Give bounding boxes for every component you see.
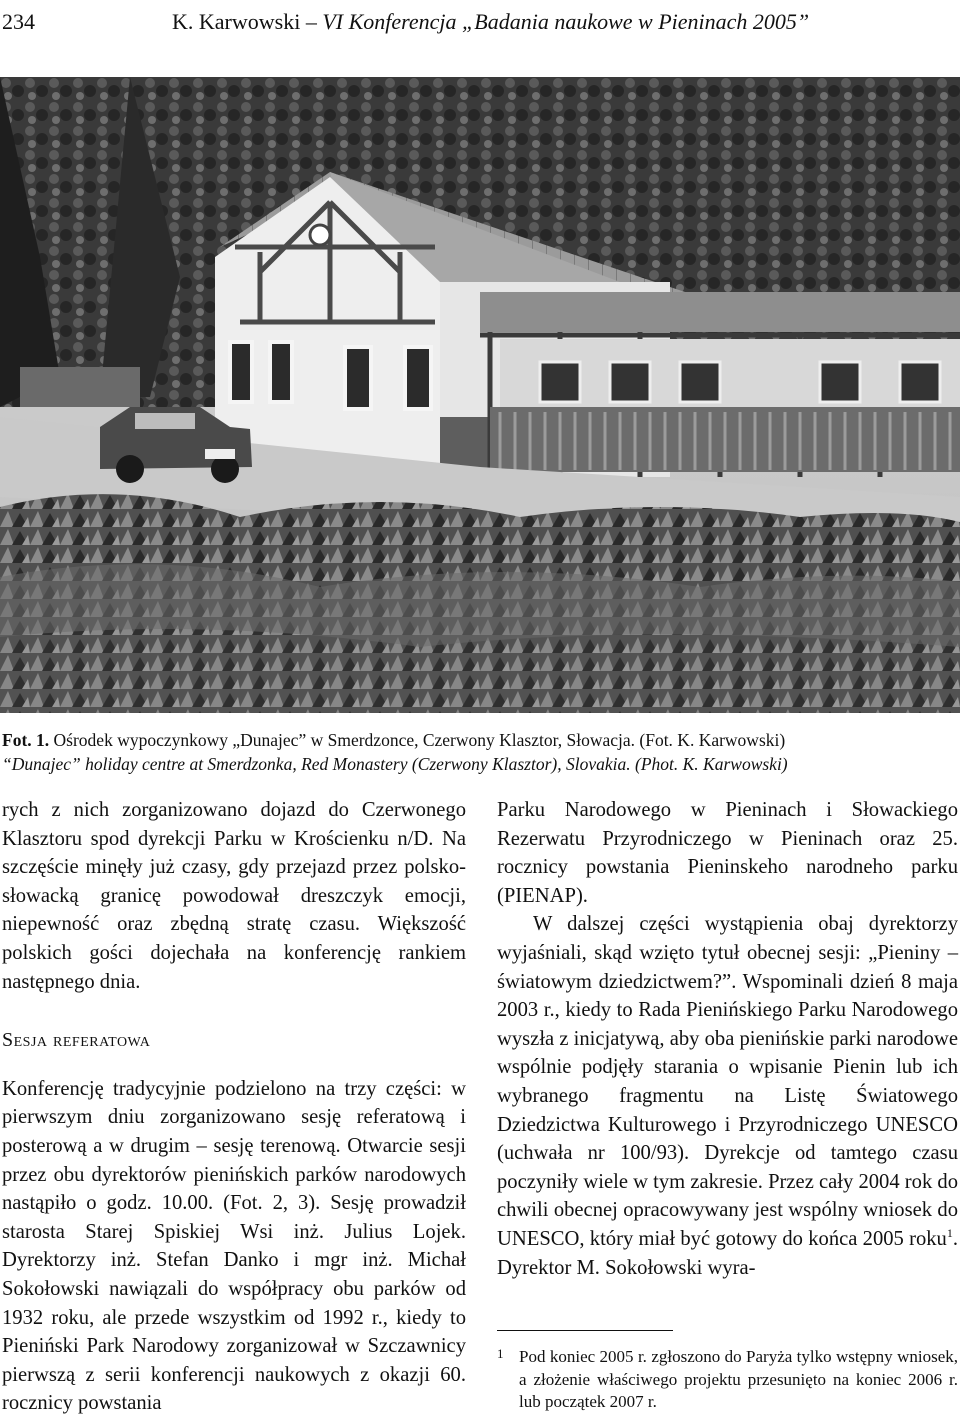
right-paragraph-2 (497, 910, 958, 1282)
photo-dunajec-holiday-centre (0, 77, 960, 713)
caption-english: “Dunajec” holiday centre at Smerdzonka, Red Monastery (Czerwony Klasztor), Slovakia. (Phot. K. Karwowski) (2, 754, 788, 774)
right-paragraph-2-tail: . Dyrektor M. Sokołowski wyra- (497, 1227, 958, 1279)
right-paragraph-2-text: W dalszej części wystąpienia obaj dyrektorzy wyjaśniali, skąd wzięto tytuł obecnej sesji: „Pieniny – światowym dziedzictwem?”. Wspominali dzień 8 maja 2003 r., kiedy to Rada Pienińskiego Parku Narodowego wyszła z inicjatywą, aby oba pienińskie parki narodowe wspólnie podjęły starania o wpisanie Pienin lub ich wybranego fragmentu na Listę Światowego Dziedzictwa Kulturowego i Przyrodniczego UNESCO (uchwała nr 100/93). Dyrekcje od tamtego czasu poczyniły wiele w tym zakresie. Przez cały 2004 rok do chwili obecnej opracowywany jest wspólny wniosek do UNESCO, który miał być gotowy do końca 2005 roku (497, 913, 958, 1250)
running-title (172, 0, 809, 44)
caption-label: Fot. 1. (2, 730, 50, 750)
footnote-mark: 1 (497, 1346, 504, 1361)
caption-polish (2, 728, 957, 752)
running-series-title: VI Konferencja „Badania naukowe w Pieninach 2005” (322, 9, 810, 34)
footnote-reference: 1 (946, 1226, 953, 1241)
right-paragraph-1: Parku Narodowego w Pieninach i Słowackiego Rezerwatu Przyrodniczego w Pieninach oraz 25. rocznicy powstania Pieninskeho narodneho parku (PIENAP). (497, 799, 958, 907)
footnote (497, 1346, 958, 1414)
left-column (2, 796, 466, 1418)
page-number: 234 (2, 9, 35, 34)
right-column (497, 796, 958, 1282)
footnote-text: Pod koniec 2005 r. zgłoszono do Paryża tylko wstępny wniosek, a złożenie właściwego projektu przesunięto na koniec 2006 r. lub początek 2007 r. (519, 1347, 958, 1411)
figure-caption (2, 728, 957, 776)
section-heading: Sesja referatowa (2, 1029, 151, 1052)
running-header (0, 0, 960, 44)
footnote-rule (497, 1330, 673, 1331)
caption-polish-text: Ośrodek wypoczynkowy „Dunajec” w Smerdzonce, Czerwony Klasztor, Słowacja. (Fot. K. Karwowski) (49, 730, 786, 750)
left-paragraph-1: rych z nich zorganizowano dojazd do Czerwonego Klasztoru spod dyrekcji Parku w Krościenku n/D. Na szczęście minęły już czasy, gdy przejazd przez polsko-słowacką granicę powodował dreszczyk emocji, niepewność oraz zbędną stratę czasu. Większość polskich gości dojechała na konferencję rankiem następnego dnia. (2, 799, 466, 993)
running-author: K. Karwowski – (172, 9, 323, 34)
left-paragraph-2: Konferencję tradycyjnie podzielono na trzy części: w pierwszym dniu zorganizowano sesję referatową i posterową a w drugim – sesję terenową. Otwarcie sesji przez obu dyrektorów pienińskich parków narodowych nastąpiło o godz. 10.00. (Fot. 2, 3). Sesję prowadził starosta Starej Spiskiej Wsi inż. Julius Lojek. Dyrektorzy inż. Stefan Danko i mgr inż. Michał Sokołowski nawiązali do współpracy obu parków od 1932 roku, ale przede wszystkim od 1992 r., kiedy to Pieniński Park Narodowy zorganizował w Szczawnicy pierwszą z serii konferencji naukowych z okazji 60. rocznicy powstania (2, 1077, 466, 1415)
